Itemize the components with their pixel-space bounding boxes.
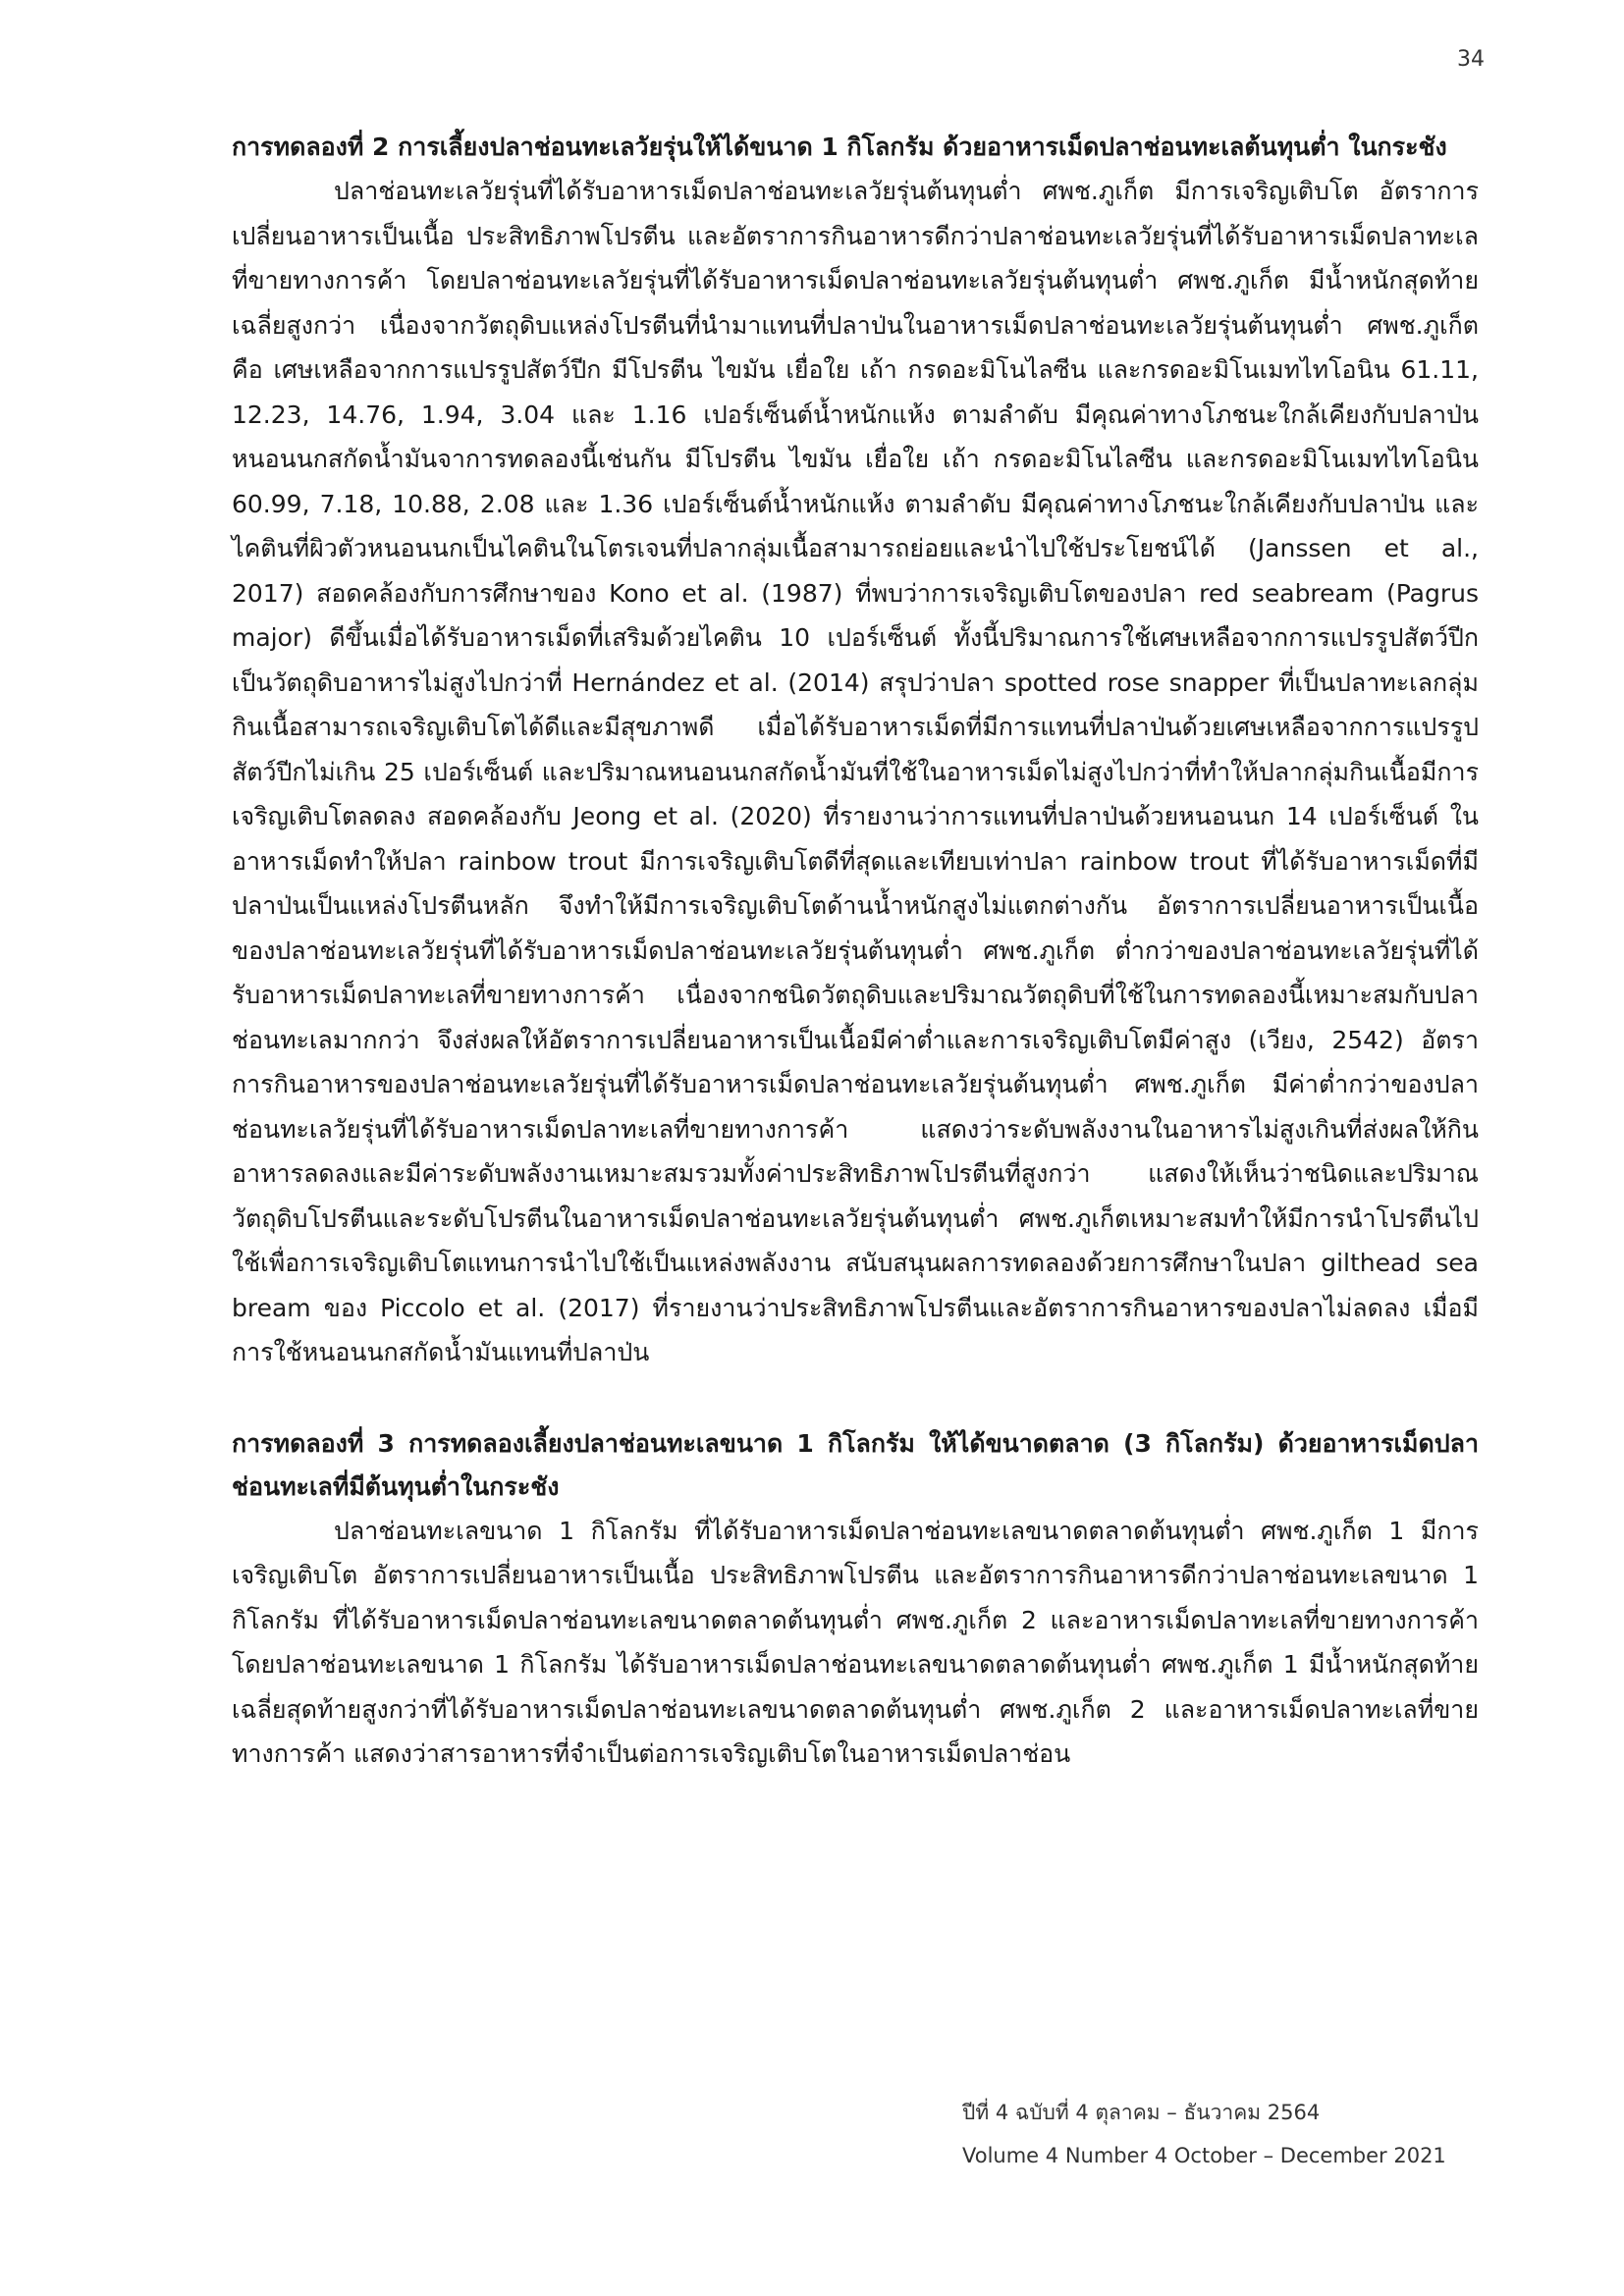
section-heading: การทดลองที่ 3 การทดลองเลี้ยงปลาช่อนทะเลขนาด 1 กิโลกรัม ให้ได้ขนาดตลาด (3 กิโลกรัม) ด้วยอาหารเม็ดปลาช่อนทะเลที่มีต้นทุนต่ำในกระชัง [232,1428,1479,1501]
page-number: 34 [1457,47,1485,72]
body-paragraph: ปลาช่อนทะเลวัยรุ่นที่ได้รับอาหารเม็ดปลาช่อนทะเลวัยรุ่นต้นทุนต่ำ ศพช.ภูเก็ต มีการเจริญเติบโต อัตราการเปลี่ยนอาหารเป็นเนื้อ ประสิทธิภาพโปรตีน และอัตราการกินอาหารดีกว่าปลาช่อนทะเลวัยรุ่นที่ได้รับอาหารเม็ดปลาทะเลที่ขายทางการค้า โดยปลาช่อนทะเลวัยรุ่นที่ได้รับอาหารเม็ดปลาช่อนทะเลวัยรุ่นต้นทุนต่ำ ศพช.ภูเก็ต มีน้ำหนักสุดท้ายเฉลี่ยสูงกว่า เนื่องจากวัตถุดิบแหล่งโปรตีนที่นำมาแทนที่ปลาป่นในอาหารเม็ดปลาช่อนทะเลวัยรุ่นต้นทุนต่ำ ศพช.ภูเก็ต คือ เศษเหลือจากการแปรรูปสัตว์ปีก มีโปรตีน ไขมัน เยื่อใย เถ้า กรดอะมิโนไลซีน และกรดอะมิโนเมทไทโอนิน 61.11, 12.23, 14.76, 1.94, 3.04 และ 1.16 เปอร์เซ็นต์น้ำหนักแห้ง ตามลำดับ มีคุณค่าทางโภชนะใกล้เคียงกับปลาป่น หนอนนกสกัดน้ำมันจาการทดลองนี้เช่นกัน มีโปรตีน ไขมัน เยื่อใย เถ้า กรดอะมิโนไลซีน และกรดอะมิโนเมทไทโอนิน 60.99, 7.18, 10.88, 2.08 และ 1.36 เปอร์เซ็นต์น้ำหนักแห้ง ตามลำดับ มีคุณค่าทางโภชนะใกล้เคียงกับปลาป่น และไคตินที่ผิวตัวหนอนนกเป็นไคตินในโตรเจนที่ปลากลุ่มเนื้อสามารถย่อยและนำไปใช้ประโยชน์ได้ (Janssen et al., 2017) สอดคล้องกับการศึกษาของ Kono et al. (1987) ที่พบว่าการเจริญเติบโตของปลา red seabream (Pagrus major) ดีขึ้นเมื่อได้รับอาหารเม็ดที่เสริมด้วยไคติน 10 เปอร์เซ็นต์ ทั้งนี้ปริมาณการใช้เศษเหลือจากการแปรรูปสัตว์ปีกเป็นวัตถุดิบอาหารไม่สูงไปกว่าที่ Hernández et al. (2014) สรุปว่าปลา spotted rose snapper ที่เป็นปลาทะเลกลุ่มกินเนื้อสามารถเจริญเติบโตได้ดีและมีสุขภาพดี เมื่อได้รับอาหารเม็ดที่มีการแทนที่ปลาป่นด้วยเศษเหลือจากการแปรรูปสัตว์ปีกไม่เกิน 25 เปอร์เซ็นต์ และปริมาณหนอนนกสกัดน้ำมันที่ใช้ในอาหารเม็ดไม่สูงไปกว่าที่ทำให้ปลากลุ่มกินเนื้อมีการเจริญเติบโตลดลง สอดคล้องกับ Jeong et al. (2020) ที่รายงานว่าการแทนที่ปลาป่นด้วยหนอนนก 14 เปอร์เซ็นต์ ในอาหารเม็ดทำให้ปลา rainbow trout มีการเจริญเติบโตดีที่สุดและเทียบเท่าปลา rainbow trout ที่ได้รับอาหารเม็ดที่มีปลาป่นเป็นแหล่งโปรตีนหลัก จึงทำให้มีการเจริญเติบโตด้านน้ำหนักสูงไม่แตกต่างกัน อัตราการเปลี่ยนอาหารเป็นเนื้อของปลาช่อนทะเลวัยรุ่นที่ได้รับอาหารเม็ดปลาช่อนทะเลวัยรุ่นต้นทุนต่ำ ศพช.ภูเก็ต ต่ำกว่าของปลาช่อนทะเลวัยรุ่นที่ได้รับอาหารเม็ดปลาทะเลที่ขายทางการค้า เนื่องจากชนิดวัตถุดิบและปริมาณวัตถุดิบที่ใช้ในการทดลองนี้เหมาะสมกับปลาช่อนทะเลมากกว่า จึงส่งผลให้อัตราการเปลี่ยนอาหารเป็นเนื้อมีค่าต่ำและการเจริญเติบโตมีค่าสูง (เวียง, 2542) อัตราการกินอาหารของปลาช่อนทะเลวัยรุ่นที่ได้รับอาหารเม็ดปลาช่อนทะเลวัยรุ่นต้นทุนต่ำ ศพช.ภูเก็ต มีค่าต่ำกว่าของปลาช่อนทะเลวัยรุ่นที่ได้รับอาหารเม็ดปลาทะเลที่ขายทางการค้า แสดงว่าระดับพลังงานในอาหารไม่สูงเกินที่ส่งผลให้กินอาหารลดลงและมีค่าระดับพลังงานเหมาะสมรวมทั้งค่าประสิทธิภาพโปรตีนที่สูงกว่า แสดงให้เห็นว่าชนิดและปริมาณวัตถุดิบโปรตีนและระดับโปรตีนในอาหารเม็ดปลาช่อนทะเลวัยรุ่นต้นทุนต่ำ ศพช.ภูเก็ตเหมาะสมทำให้มีการนำโปรตีนไปใช้เพื่อการเจริญเติบโตแทนการนำไปใช้เป็นแหล่งพลังงาน สนับสนุนผลการทดลองด้วยการศึกษาในปลา gilthead sea bream ของ Piccolo et al. (2017) ที่รายงานว่าประสิทธิภาพโปรตีนและอัตราการกินอาหารของปลาไม่ลดลง เมื่อมีการใช้หนอนนกสกัดน้ำมันแทนที่ปลาป่น [232,177,1479,1366]
footer-issue-thai: ปีที่ 4 ฉบับที่ 4 ตุลาคม – ธันวาคม 2564 [962,2101,1321,2124]
footer-issue-english: Volume 4 Number 4 October – December 2021 [962,2144,1446,2167]
page-footer [962,2091,1446,2177]
section-experiment-2 [232,126,1479,1375]
main-content [232,126,1479,1777]
body-paragraph: ปลาช่อนทะเลขนาด 1 กิโลกรัม ที่ได้รับอาหารเม็ดปลาช่อนทะเลขนาดตลาดต้นทุนต่ำ ศพช.ภูเก็ต 1 มีการเจริญเติบโต อัตราการเปลี่ยนอาหารเป็นเนื้อ ประสิทธิภาพโปรตีน และอัตราการกินอาหารดีกว่าปลาช่อนทะเลขนาด 1 กิโลกรัม ที่ได้รับอาหารเม็ดปลาช่อนทะเลขนาดตลาดต้นทุนต่ำ ศพช.ภูเก็ต 2 และอาหารเม็ดปลาทะเลที่ขายทางการค้า โดยปลาช่อนทะเลขนาด 1 กิโลกรัม ได้รับอาหารเม็ดปลาช่อนทะเลขนาดตลาดต้นทุนต่ำ ศพช.ภูเก็ต 1 มีน้ำหนักสุดท้ายเฉลี่ยสุดท้ายสูงกว่าที่ได้รับอาหารเม็ดปลาช่อนทะเลขนาดตลาดต้นทุนต่ำ ศพช.ภูเก็ต 2 และอาหารเม็ดปลาทะเลที่ขายทางการค้า แสดงว่าสารอาหารที่จำเป็นต่อการเจริญเติบโตในอาหารเม็ดปลาช่อน [232,1516,1479,1768]
section-spacer [232,1375,1479,1422]
section-experiment-3 [232,1422,1479,1777]
section-heading: การทดลองที่ 2 การเลี้ยงปลาช่อนทะเลวัยรุ่นให้ได้ขนาด 1 กิโลกรัม ด้วยอาหารเม็ดปลาช่อนทะเลต้นทุนต่ำ ในกระชัง [232,133,1447,161]
